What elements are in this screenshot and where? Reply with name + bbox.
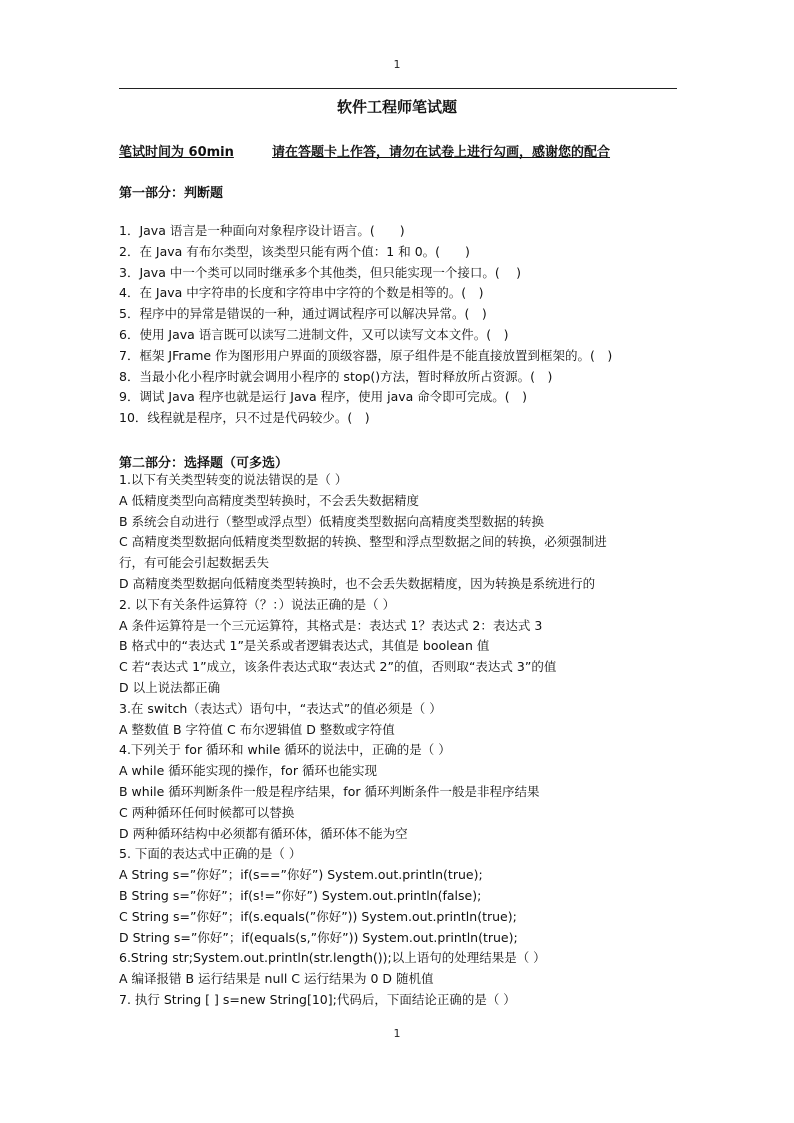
page-title: 软件工程师笔试题 [336, 98, 457, 116]
list-item: A 条件运算符是一个三元运算符，其格式是：表达式 1？表达式 2：表达式 3 [119, 617, 543, 633]
exam-instruction: 请在答题卡上作答，请勿在试卷上进行勾画，感谢您的配合 [272, 145, 611, 160]
footer-page-number: 1 [393, 1027, 401, 1040]
list-item: 1．Java 语言是一种面向对象程序设计语言。( ) [119, 223, 405, 238]
list-item: B 格式中的“表达式 1”是关系或者逻辑表达式，其值是 boolean 值 [119, 638, 490, 654]
list-item: 4．在 Java 中字符串的长度和字符串中字符的个数是相等的。( ) [119, 285, 484, 301]
list-item: 3.在 switch（表达式）语句中，“表达式”的值必须是（ ） [119, 700, 442, 716]
list-item: A while 循环能实现的操作，for 循环也能实现 [119, 763, 377, 779]
exam-time: 笔试时间为 60min [119, 145, 234, 160]
part1-heading: 第一部分：判断题 [119, 186, 224, 201]
list-item: D 高精度类型数据向低精度类型转换时，也不会丢失数据精度，因为转换是系统进行的 [119, 575, 596, 591]
list-item: C String s=”你好”；if(s.equals(”你好”)) System.out.println(true); [119, 908, 517, 924]
list-item: 8．当最小化小程序时就会调用小程序的 stop()方法，暂时释放所占资源。( ) [119, 368, 553, 384]
list-item: D 以上说法都正确 [119, 679, 221, 695]
list-item: B String s=”你好”；if(s!=”你好”) System.out.println(false); [119, 887, 482, 903]
list-item: 5. 下面的表达式中正确的是（ ） [119, 846, 302, 862]
list-item: 9．调试 Java 程序也就是运行 Java 程序，使用 java 命令即可完成。( ) [119, 389, 528, 405]
list-item: A 整数值 B 字符值 C 布尔逻辑值 D 整数或字符值 [119, 721, 395, 737]
list-item: 6．使用 Java 语言既可以读写二进制文件，又可以读写文本文件。( ) [119, 326, 509, 342]
list-item: B 系统会自动进行（整型或浮点型）低精度类型数据向高精度类型数据的转换 [119, 513, 545, 529]
list-item: 4.下列关于 for 循环和 while 循环的说法中，正确的是（ ） [119, 742, 451, 758]
list-item: A String s=”你好”；if(s==”你好”) System.out.println(true); [119, 867, 483, 883]
list-item: C 两种循环任何时候都可以替换 [119, 804, 295, 820]
list-item: 10．线程就是程序，只不过是代码较少。( ) [119, 410, 370, 426]
list-item: D 两种循环结构中必须都有循环体，循环体不能为空 [119, 825, 408, 841]
list-item: B while 循环判断条件一般是程序结果，for 循环判断条件一般是非程序结果 [119, 783, 540, 799]
list-item: 7．框架 JFrame 作为图形用户界面的顶级容器，原子组件是不能直接放置到框架的。( ) [119, 347, 613, 363]
list-item: 6.String str;System.out.println(str.length());以上语句的处理结果是（ ） [119, 950, 546, 966]
list-item: A 低精度类型向高精度类型转换时，不会丢失数据精度 [119, 492, 420, 508]
list-item: A 编译报错 B 运行结果是 null C 运行结果为 0 D 随机值 [119, 971, 434, 987]
list-item: 行，有可能会引起数据丢失 [119, 555, 270, 571]
part2-heading: 第二部分：选择题（可多选） [119, 456, 289, 471]
multiple-choice-list [119, 470, 675, 1011]
header-page-number: 1 [393, 58, 401, 71]
list-item: 2. 以下有关条件运算符（？：）说法正确的是（ ） [119, 596, 396, 612]
list-item: 3．Java 中一个类可以同时继承多个其他类，但只能实现一个接口。( ) [119, 264, 522, 280]
list-item: C 若“表达式 1”成立，该条件表达式取“表达式 2”的值，否则取“表达式 3”的值 [119, 659, 557, 675]
list-item: C 高精度类型数据向低精度类型数据的转换、整型和浮点型数据之间的转换，必须强制进 [119, 534, 607, 550]
list-item: 2．在 Java 有布尔类型，该类型只能有两个值：1 和 0。( ) [119, 243, 470, 259]
list-item: 7. 执行 String [ ] s=new String[10];代码后，下面结论正确的是（ ） [119, 991, 516, 1007]
true-false-list [119, 221, 675, 429]
list-item: D String s=”你好”；if(equals(s,”你好”)) System.out.println(true); [119, 929, 518, 945]
list-item: 1.以下有关类型转变的说法错误的是（ ） [119, 472, 348, 487]
header-rule [119, 88, 677, 89]
list-item: 5．程序中的异常是错误的一种，通过调试程序可以解决异常。( ) [119, 306, 487, 322]
